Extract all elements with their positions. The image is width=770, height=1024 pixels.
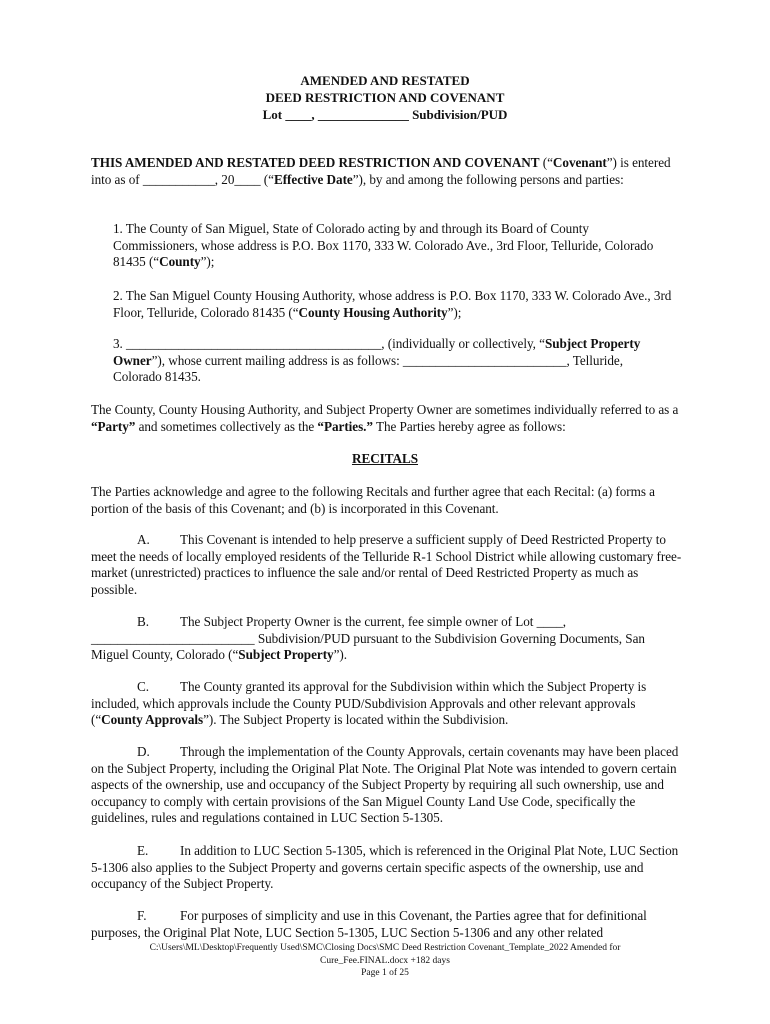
party-3 — [113, 336, 673, 386]
recital-c — [91, 679, 683, 729]
page-footer — [0, 942, 770, 980]
party-1-end: ”); — [200, 254, 215, 270]
recital-e-label: E. — [137, 843, 149, 858]
recital-d — [91, 744, 683, 827]
page-number: Page 1 of 25 — [361, 968, 409, 978]
recital-c-end: ”). The Subject Property is located within the Subdivision. — [203, 712, 509, 728]
party-3-end: ”), whose current mailing address is as follows: _________________________, Telluride, Colorado 81435. — [113, 352, 623, 385]
housing-authority-term: County Housing Authority — [298, 304, 448, 320]
title-line-3: Lot ____, ______________ Subdivision/PUD — [262, 107, 508, 122]
party-def-text: The Parties hereby agree as follows: — [372, 418, 566, 434]
recital-c-label: C. — [137, 679, 149, 694]
party-def-text: The County, County Housing Authority, and Subject Property Owner are sometimes individually referred to as a — [91, 402, 679, 417]
recital-b — [91, 614, 683, 664]
party-def-text: and sometimes collectively as the — [135, 418, 318, 434]
footer-path-line-2: Cure_Fee.FINAL.docx +182 days — [320, 955, 450, 966]
party-1-text: 1. The County of San Miguel, State of Colorado acting by and through its Board of County Commissioners, whose address is P.O. Box 1170, 333 W. Colorado Ave., 3rd Floor, Telluride, Colorado 81435 (“ — [113, 221, 654, 270]
party-3-text: 3. _______________________________________, (individually or collectively, “ — [113, 336, 545, 351]
subject-owner-term: Subject Property Owner — [113, 336, 641, 368]
party-term: “Party” — [91, 418, 136, 434]
recital-d-text: Through the implementation of the County Approvals, certain covenants may have been placed on the Subject Property, including the Original Plat Note. The Original Plat Note was intended to govern certain aspects of the ownership, use and occupancy of the Subject Property by requiring all such ownership, use and occupancy to comply with certain provisions of the San Miguel County Land Use Code, specifically the guidelines, rules and regulations contained in LUC Section 5-1305. — [91, 744, 679, 826]
recital-c-text: The County granted its approval for the Subdivision within which the Subject Property is included, which approvals include the County PUD/Subdivision Approvals and other relevant approvals (“ — [91, 679, 647, 728]
recital-e — [91, 843, 683, 893]
parties-term: “Parties.” — [317, 418, 373, 434]
party-2-text: 2. The San Miguel County Housing Authority, whose address is P.O. Box 1170, 333 W. Colorado Ave., 3rd Floor, Telluride, Colorado 81435 (“ — [113, 288, 672, 320]
recital-f — [91, 908, 683, 941]
recital-a-text: This Covenant is intended to help preserve a sufficient supply of Deed Restricted Property to meet the needs of locally employed residents of the Telluride R-1 School District while allowing customary free-market (unrestricted) practices to influence the sale and/or rental of Deed Restricted Property as much as possible. — [91, 532, 682, 597]
party-definition — [91, 402, 683, 435]
document-title — [0, 72, 770, 123]
recital-f-label: F. — [137, 908, 147, 923]
intro-text: ”), by and among the following persons and parties: — [352, 171, 624, 187]
recital-b-label: B. — [137, 614, 149, 629]
intro-paragraph — [91, 155, 683, 188]
title-line-1: AMENDED AND RESTATED — [300, 73, 470, 88]
party-1 — [113, 221, 673, 271]
recitals-intro-text: The Parties acknowledge and agree to the following Recitals and further agree that each Recital: (a) forms a portion of the basis of this Covenant; and (b) is incorporated in this Covenant. — [91, 484, 655, 516]
covenant-term: Covenant — [552, 155, 607, 170]
county-approvals-term: County Approvals — [101, 712, 204, 728]
party-2-end: ”); — [447, 304, 462, 320]
party-2 — [113, 288, 673, 321]
recital-f-text: For purposes of simplicity and use in this Covenant, the Parties agree that for definitional purposes, the Original Plat Note, LUC Section 5-1305, LUC Section 5-1306 and any other related — [91, 908, 647, 940]
intro-text: (“ — [539, 155, 553, 170]
title-line-2: DEED RESTRICTION AND COVENANT — [265, 90, 505, 105]
county-term: County — [159, 254, 201, 270]
recitals-heading-text: RECITALS — [351, 451, 419, 466]
effective-date-term: Effective Date — [273, 171, 353, 187]
recital-e-text: In addition to LUC Section 5-1305, which is referenced in the Original Plat Note, LUC Section 5-1306 also applies to the Subject Property and governs certain specific aspects of the ownership, use and occupancy of the Subject Property. — [91, 843, 679, 892]
recitals-intro — [91, 484, 683, 517]
subject-property-term: Subject Property — [238, 647, 334, 663]
intro-text: ”) is entered into as of ___________, 20____ (“ — [91, 155, 671, 187]
recitals-heading — [0, 451, 770, 468]
footer-path-line-1: C:\Users\ML\Desktop\Frequently Used\SMC\Closing Docs\SMC Deed Restriction Covenant_Template_2022 Amended for — [149, 943, 621, 953]
recital-b-end: ”). — [333, 647, 347, 663]
recital-a — [91, 532, 683, 598]
recital-b-text: The Subject Property Owner is the current, fee simple owner of Lot ____, _________________________ Subdivision/PUD pursuant to the Subdivision Governing Documents, San Miguel County, Colorado (“ — [91, 614, 645, 663]
recital-a-label: A. — [137, 532, 150, 547]
recital-d-label: D. — [137, 744, 150, 759]
intro-bold-lead: THIS AMENDED AND RESTATED DEED RESTRICTION AND COVENANT — [91, 155, 540, 170]
